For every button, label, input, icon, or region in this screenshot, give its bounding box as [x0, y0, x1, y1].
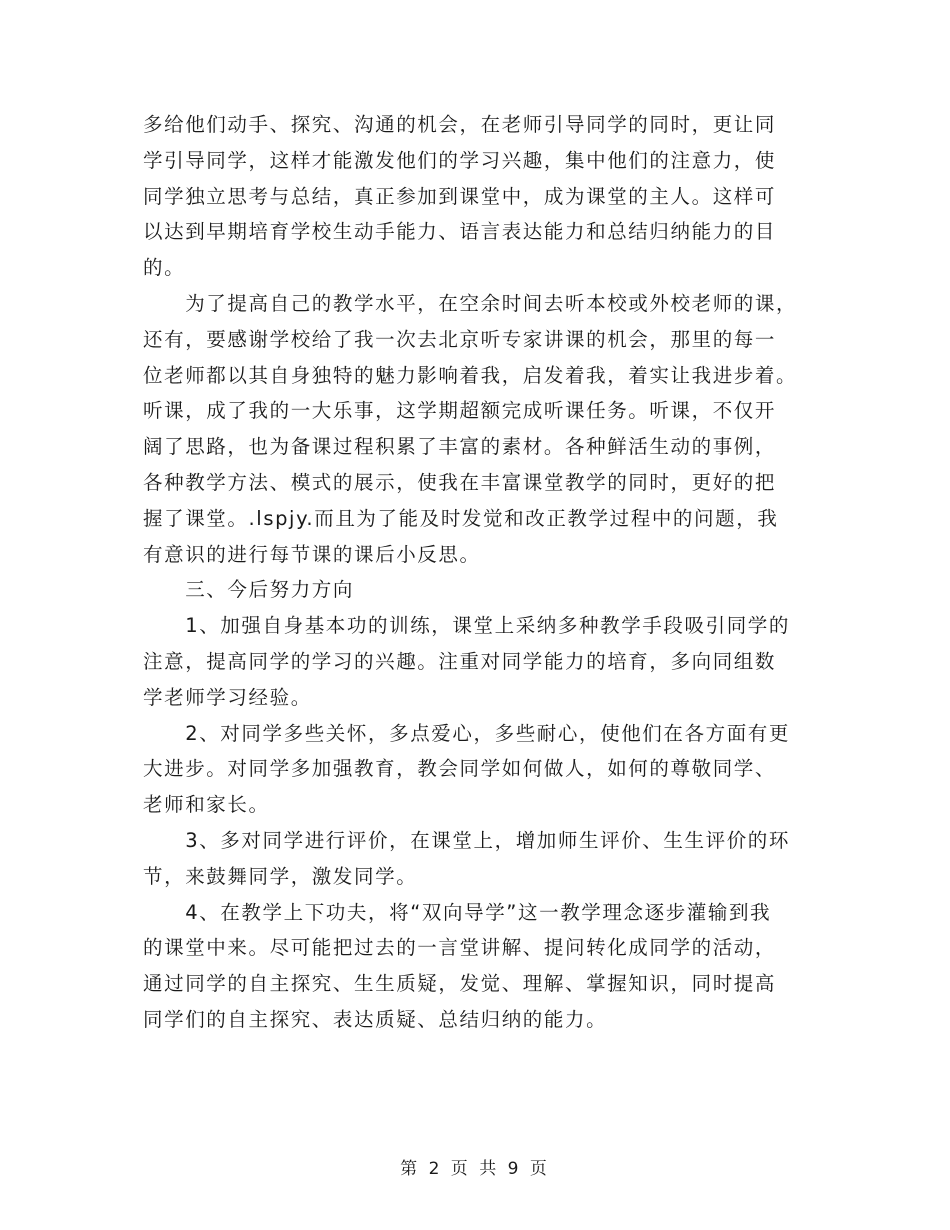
text-line: 的。	[143, 256, 186, 280]
text-line: 老师和家长。	[143, 793, 270, 817]
text-line: 3、多对同学进行评价，在课堂上，增加师生评价、生生评价的环	[143, 828, 791, 852]
text-line: 4、在教学上下功夫，将“双向导学”这一教学理念逐步灌输到我	[143, 900, 772, 924]
text-line: 为了提高自己的教学水平，在空余时间去听本校或外校老师的课，	[143, 291, 798, 315]
text-line: 阔了思路，也为备课过程积累了丰富的素材。各种鲜活生动的事例，	[143, 435, 777, 459]
text-line: 的课堂中来。尽可能把过去的一言堂讲解、提问转化成同学的活动，	[143, 936, 777, 960]
text-line: 1、加强自身基本功的训练，课堂上采纳多种教学手段吸引同学的	[143, 614, 791, 638]
text-line: 同学独立思考与总结，真正参加到课堂中，成为课堂的主人。这样可	[143, 184, 777, 208]
text-line: 握了课堂。.lspjy.而且为了能及时发觉和改正教学过程中的问题，我	[143, 506, 779, 530]
text-line: 注意，提高同学的学习的兴趣。注重对同学能力的培育，多向同组数	[143, 649, 777, 673]
text-line: 学老师学习经验。	[143, 685, 312, 709]
text-line: 学引导同学，这样才能激发他们的学习兴趣，集中他们的注意力，使	[143, 148, 777, 172]
text-line: 节，来鼓舞同学，激发同学。	[143, 864, 418, 888]
section-heading: 三、今后努力方向	[143, 578, 355, 602]
text-line: 以达到早期培育学校生动手能力、语言表达能力和总结归纳能力的目	[143, 220, 777, 244]
text-line: 有意识的进行每节课的课后小反思。	[143, 542, 481, 566]
text-line: 同学们的自主探究、表达质疑、总结归纳的能力。	[143, 1007, 608, 1031]
document-body	[143, 107, 811, 1038]
text-line: 位老师都以其自身独特的魅力影响着我，启发着我，着实让我进步着。	[143, 363, 798, 387]
text-line: 听课，成了我的一大乐事，这学期超额完成听课任务。听课，不仅开	[143, 399, 777, 423]
text-line: 还有，要感谢学校给了我一次去北京听专家讲课的机会，那里的每一	[143, 327, 777, 351]
text-line: 各种教学方法、模式的展示，使我在丰富课堂教学的同时，更好的把	[143, 470, 777, 494]
text-line: 大进步。对同学多加强教育，教会同学如何做人，如何的尊敬同学、	[143, 757, 777, 781]
text-line: 通过同学的自主探究、生生质疑，发觉、理解、掌握知识，同时提高	[143, 972, 777, 996]
text-line: 多给他们动手、探究、沟通的机会，在老师引导同学的同时，更让同	[143, 113, 777, 136]
page-number-footer: 第 2 页 共 9 页	[400, 1159, 550, 1179]
text-line: 2、对同学多些关怀，多点爱心，多些耐心，使他们在各方面有更	[143, 721, 791, 745]
